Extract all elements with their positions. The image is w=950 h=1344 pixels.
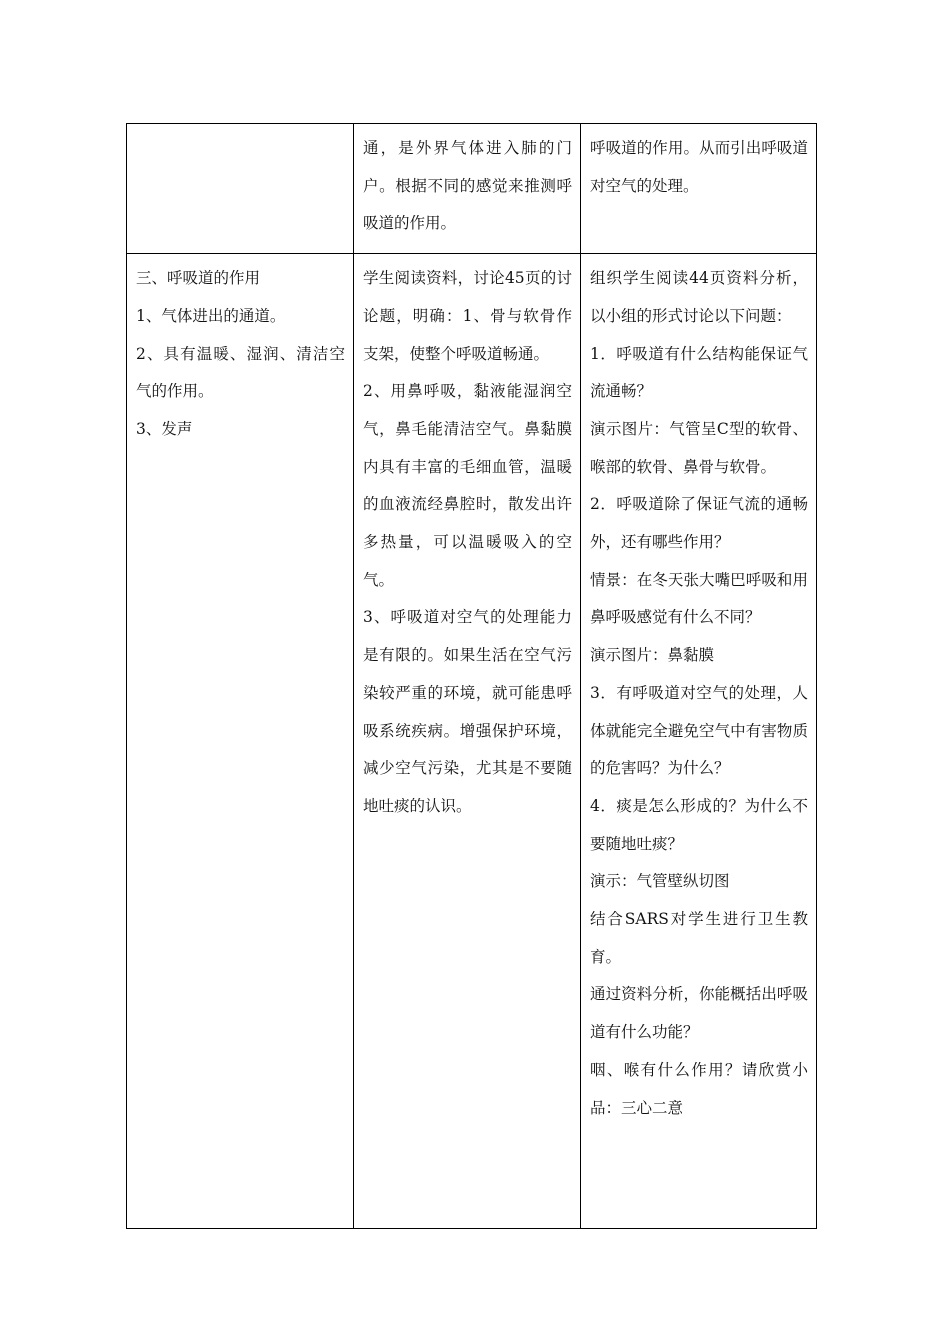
student-paragraph: 通，是外界气体进入肺的门户。根据不同的感觉来推测呼吸道的作用。: [363, 139, 572, 233]
section-heading: 三、呼吸道的作用: [136, 269, 261, 288]
teacher-paragraph: 2．呼吸道除了保证气流的通畅外，还有哪些作用？: [590, 495, 808, 552]
teacher-paragraph: 4．痰是怎么形成的？为什么不要随地吐痰？: [590, 796, 808, 853]
teacher-paragraph: 1．呼吸道有什么结构能保证气流通畅？: [590, 344, 808, 401]
teacher-paragraph: 3．有呼吸道对空气的处理，人体就能完全避免空气中有害物质的危害吗？为什么？: [590, 683, 808, 778]
table-row: [127, 254, 817, 1229]
topic-cell: [127, 254, 354, 1229]
student-activity-cell: [354, 254, 581, 1229]
teacher-paragraph: 通过资料分析，你能概括出呼吸道有什么功能？: [590, 985, 808, 1042]
student-paragraph: 2、用鼻呼吸，黏液能湿润空气，鼻毛能清洁空气。鼻黏膜内具有丰富的毛细血管，温暖的血液流经鼻腔时，散发出许多热量，可以温暖吸入的空气。: [363, 382, 572, 589]
table-row: [127, 124, 817, 254]
teacher-paragraph: 结合SARS对学生进行卫生教育。: [590, 910, 808, 966]
student-paragraph: 学生阅读资料，讨论45页的讨论题，明确：1、骨与软骨作支架，使整个呼吸道畅通。: [363, 269, 572, 363]
teacher-paragraph: 呼吸道的作用。从而引出呼吸道对空气的处理。: [590, 139, 808, 195]
teacher-paragraph: 演示图片：气管呈C型的软骨、喉部的软骨、鼻骨与软骨。: [590, 419, 808, 476]
teacher-paragraph: 组织学生阅读44页资料分析，以小组的形式讨论以下问题：: [590, 269, 808, 325]
teacher-activity-cell: [581, 254, 817, 1229]
topic-point: 2、具有温暖、湿润、清洁空气的作用。: [136, 344, 345, 401]
teacher-paragraph: 情景：在冬天张大嘴巴呼吸和用鼻呼吸感觉有什么不同？: [590, 570, 808, 627]
student-activity-cell: [354, 124, 581, 254]
topic-point: 3、发声: [136, 419, 193, 438]
topic-point: 1、气体进出的通道。: [136, 306, 286, 325]
teacher-paragraph: 演示图片：鼻黏膜: [590, 646, 715, 665]
teacher-paragraph: 演示：气管壁纵切图: [590, 872, 730, 891]
lesson-plan-table: [126, 123, 817, 1229]
student-paragraph: 3、呼吸道对空气的处理能力是有限的。如果生活在空气污染较严重的环境，就可能患呼吸系统疾病。增强保护环境，减少空气污染，尤其是不要随地吐痰的认识。: [363, 608, 572, 815]
topic-cell: [127, 124, 354, 254]
teacher-activity-cell: [581, 124, 817, 254]
teacher-paragraph: 咽、喉有什么作用？请欣赏小品：三心二意: [590, 1060, 808, 1117]
